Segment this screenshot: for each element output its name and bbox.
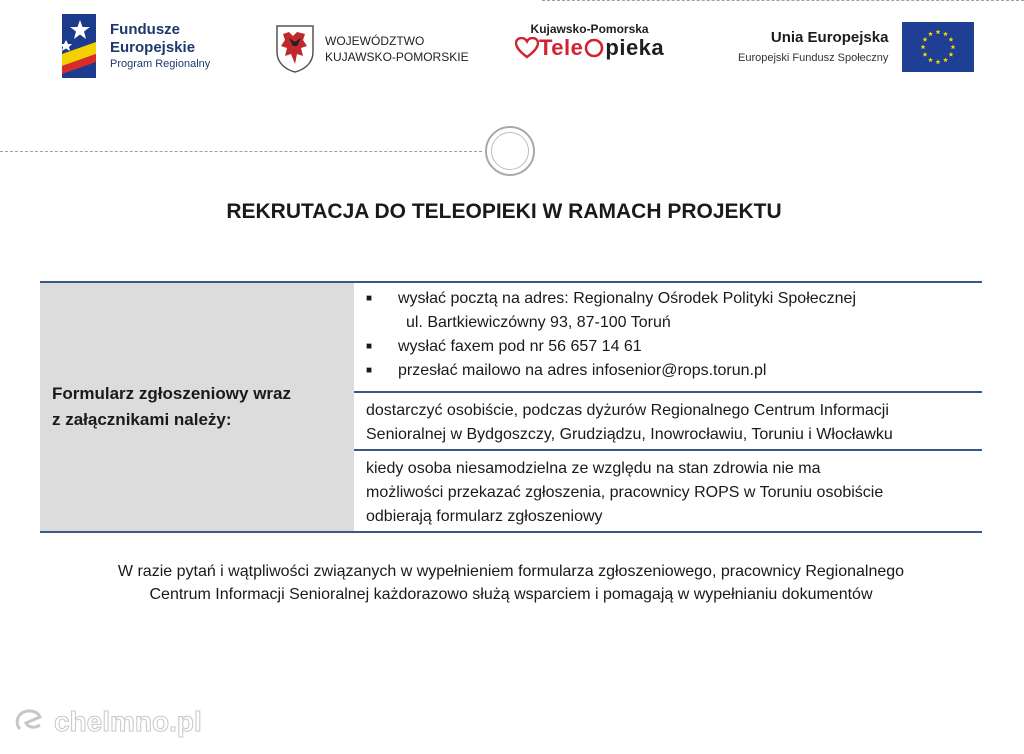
- divider-circle-ornament: [485, 126, 535, 176]
- watermark-logo-icon: [14, 707, 48, 737]
- info-table: [40, 281, 982, 533]
- note-line2: Centrum Informacji Senioralnej każdorazowo służą wsparciem i pomagają w wypełnianiu dokumentów: [149, 586, 873, 603]
- divider-left: [0, 151, 482, 152]
- coat-of-arms-icon: [275, 24, 315, 74]
- left-line1: Formularz zgłoszeniowy wraz: [52, 384, 291, 403]
- row3-line2: możliwości przekazać zgłoszenia, pracownicy ROPS w Toruniu osobiście: [366, 484, 884, 501]
- list-item: [366, 287, 982, 311]
- page-title: REKRUTACJA DO TELEOPIEKI W RAMACH PROJEKTU: [226, 200, 782, 223]
- row2-line2: Senioralnej w Bydgoszczy, Grudziądzu, Inowrocławiu, Toruniu i Włocławku: [366, 426, 893, 443]
- delivery-personal-cell: [354, 391, 982, 449]
- tele-main-b: pieka: [605, 35, 665, 60]
- bullet-icon: ■: [366, 365, 373, 376]
- bullet-2: wysłać faxem pod nr 56 657 14 61: [398, 338, 642, 355]
- tele-main-a: Tele: [539, 35, 584, 60]
- bullet-3: przesłać mailowo na adres infosenior@rops.torun.pl: [398, 362, 767, 379]
- woj-line2: KUJAWSKO-POMORSKIE: [325, 50, 469, 64]
- fe-line1: Fundusze: [110, 21, 180, 38]
- bullet-icon: ■: [366, 341, 373, 352]
- table-left-header: [40, 283, 354, 531]
- fe-line3: Program Regionalny: [110, 58, 211, 70]
- fe-emblem-icon: [62, 14, 96, 78]
- watermark: [14, 706, 202, 738]
- row3-line1: kiedy osoba niesamodzielna ze względu na stan zdrowia nie ma: [366, 460, 821, 477]
- heart-icon: [515, 37, 539, 59]
- ue-line2: Europejski Fundusz Społeczny: [738, 52, 889, 64]
- bullet-list-cell: [354, 287, 982, 391]
- list-item: [366, 359, 982, 383]
- row3-line3: odbierają formularz zgłoszeniowy: [366, 508, 603, 525]
- table-right-column: [354, 283, 982, 531]
- tele-top: Kujawsko-Pomorska: [530, 22, 649, 36]
- row2-line1: dostarczyć osobiście, podczas dyżurów Regionalnego Centrum Informacji: [366, 402, 889, 419]
- left-line2: z załącznikami należy:: [52, 410, 232, 429]
- pickup-cell: [354, 449, 982, 531]
- fe-line2: Europejskie: [110, 39, 196, 56]
- ue-line1: Unia Europejska: [770, 29, 889, 46]
- bullet-1-line1: wysłać pocztą na adres: Regionalny Ośrodek Polityki Społecznej: [398, 290, 857, 307]
- bullet-icon: ■: [366, 293, 373, 304]
- list-item: [366, 335, 982, 359]
- bullet-1-line2: ul. Bartkiewiczówny 93, 87-100 Toruń: [406, 314, 671, 331]
- woj-line1: WOJEWÓDZTWO: [325, 34, 425, 48]
- note-line1: W razie pytań i wątpliwości związanych w wypełnieniem formularza zgłoszeniowego, pracownicy Regionalnego: [117, 563, 905, 580]
- fundusze-europejskie-logo: [62, 14, 210, 78]
- wojewodztwo-logo: [275, 24, 469, 74]
- footer-note: [40, 560, 982, 606]
- watermark-text: chelmno.pl: [54, 706, 202, 737]
